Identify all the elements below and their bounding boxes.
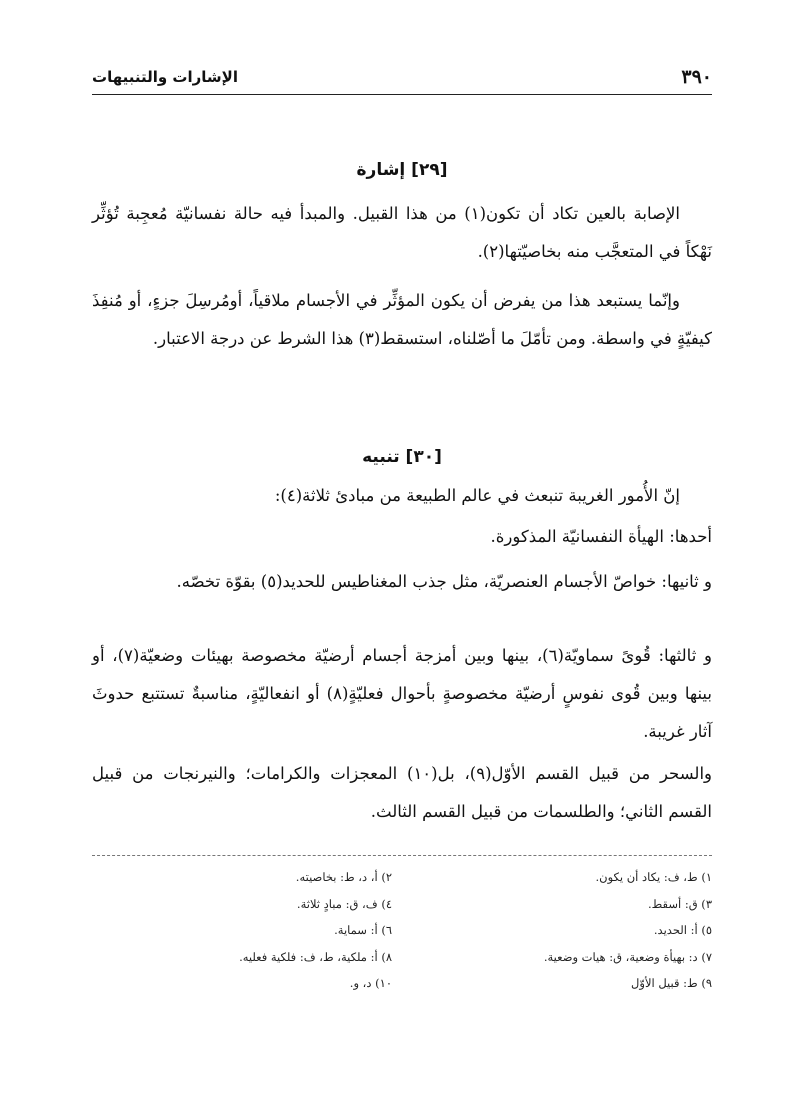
paragraph: و ثالثها: قُوىً سماويّة(٦)، بينها وبين أمزجة أجسام أرضيّة مخصوصة بهيئات وضعيّة(٧)، أو بينها وبين قُوى نفوسٍ أرضيّة مخصوصةٍ بأحوال فعليّةٍ(٨) أو انفعاليّةٍ، مناسبةٌ تستتبع حدوثَ آثار غريبة.: [92, 646, 712, 741]
section-heading-29: [٢٩] إشارة: [356, 160, 448, 180]
footnote-separator: [92, 855, 712, 856]
footnote: ٧) د: بهيأة وضعية، ق: هيات وضعية.: [543, 949, 712, 964]
paragraph: و ثانيها: خواصّ الأجسام العنصريّة، مثل جذب المغناطيس للحديد(٥) بقوّة تخصّه.: [176, 572, 712, 591]
footnote: ١٠) د، و.: [349, 976, 392, 990]
footnote: ٥) أ: الحديد.: [653, 923, 712, 937]
paragraph: أحدها: الهيأة النفسانيّة المذكورة.: [490, 527, 712, 546]
paragraph: وإنّما يستبعد هذا من يفرض أن يكون المؤثِّر في الأجسام ملاقياً، أومُرسِلَ جزءٍ، أو مُنفِذَ كيفيّةٍ في واسطة. ومن تأمّلَ ما أصّلناه، استسقط(٣) هذا الشرط عن درجة الاعتبار.: [92, 291, 712, 348]
footnotes: [92, 864, 712, 997]
paragraph: والسحر من قبيل القسم الأوّل(٩)، بل(١٠) المعجزات والكرامات؛ والنيرنجات من قبيل القسم الثاني؛ والطلسمات من قبيل القسم الثالث.: [92, 764, 712, 821]
running-title: الإشارات والتنبيهات: [92, 68, 238, 86]
section-heading-30: [٣٠] تنبيه: [362, 447, 442, 467]
footnote: ٩) ط: قبيل الأوّل: [631, 976, 712, 990]
footnote: ٤) ف، ق: مبادٍ ثلاثة.: [296, 896, 392, 911]
footnote: ١) ط، ف: يكاد أن يكون.: [595, 870, 712, 884]
footnote: ٨) أ: ملكية، ط، ف: فلكية فعليه.: [239, 949, 392, 964]
footnote: ٦) أ: سماية.: [334, 923, 392, 937]
paragraph: إنّ الأُمور الغريبة تنبعث في عالم الطبيعة من مبادئ ثلاثة(٤):: [274, 486, 680, 505]
footnote: ٢) أ، د، ط: بخاصيته.: [295, 870, 392, 884]
running-head: [92, 62, 712, 92]
page-number: ٣٩٠: [681, 66, 712, 88]
footnote: ٣) ق: أسقط.: [647, 896, 712, 911]
paragraph: الإصابة بالعين تكاد أن تكون(١) من هذا القبيل. والمبدأ فيه حالة نفسانيّة مُعجِبة تُؤثِّر نَهْكاً في المتعجَّب منه بخاصيّتها(٢).: [92, 204, 712, 261]
header-rule: [92, 94, 712, 95]
